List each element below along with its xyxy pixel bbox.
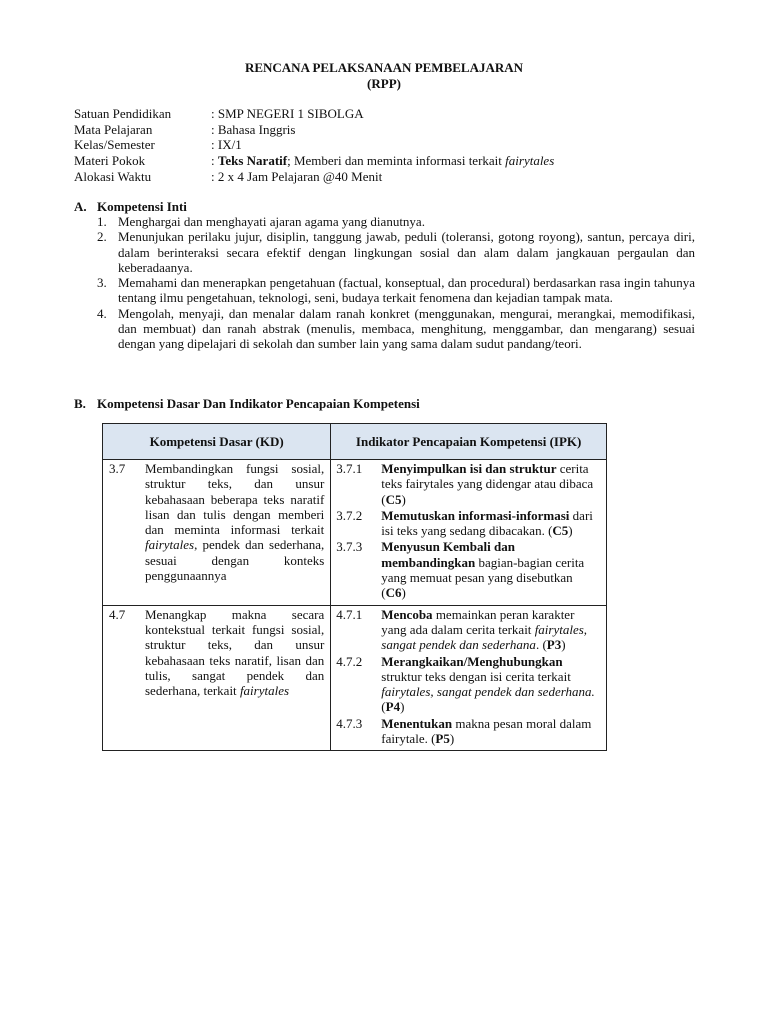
list-number: 1. [97,214,107,229]
info-row-material [74,153,554,169]
info-value: : SMP NEGERI 1 SIBOLGA [211,106,364,121]
table-row [103,605,607,751]
info-value: : Bahasa Inggris [211,121,296,137]
ipk-cell [331,605,607,751]
info-row-time [74,169,554,185]
header-kd: Kompetensi Dasar (KD) [103,424,331,460]
ipk-text: Memutuskan informasi-informasi dari isi teks yang sedang dibacakan. (C5) [381,507,593,539]
ipk-item [336,654,600,715]
document-title: RENCANA PELAKSANAAN PEMBELAJARAN [244,60,524,75]
list-text: Menunjukan perilaku jujur, disiplin, tanggung jawab, peduli (toleransi, gotong royong), santun, percaya diri, dalam berinteraksi secara efektif dengan lingkungan sosial dan alam dalam jangkauan pergaulan dan keberadaanya. [118,229,695,275]
info-row-class [74,137,554,153]
list-item [97,214,695,229]
kd-number: 3.7 [109,461,126,476]
kd-number: 4.7 [109,606,126,622]
ipk-number: 3.7.3 [336,539,363,555]
ipk-text: Menyusun Kembali dan membandingkan bagian-bagian cerita yang memuat pesan yang disebutkan (C6) [381,539,585,601]
list-item [97,275,695,306]
section-letter: A. [74,199,87,214]
info-value-bold: Teks Naratif [217,152,288,168]
ipk-text: Merangkaikan/Menghubungkan struktur teks dengan isi cerita terkait fairytales, sangat pendek dan sederhana. (P4) [381,653,595,715]
info-row-subject [74,122,554,138]
ipk-item [336,607,600,653]
ipk-item [336,461,600,507]
info-value-prefix: : [211,152,218,168]
section-letter: B. [74,396,86,411]
ipk-number: 3.7.1 [336,461,363,476]
ipk-number: 3.7.2 [336,507,363,523]
ipk-item [336,539,600,600]
list-number: 4. [97,305,107,321]
header-ipk: Indikator Pencapaian Kompetensi (IPK) [331,424,607,460]
kd-text: Menangkap makna secara kontekstual terkait fungsi sosial, struktur teks, dan unsur kebahasaan teks naratif, lisan dan tulis, sangat pendek dan sederhana, terkait fairytales [145,606,325,699]
info-value: : IX/1 [211,137,242,152]
section-title: Kompetensi Inti [97,199,187,214]
ipk-text: Mencoba memainkan peran karakter yang ada dalam cerita terkait fairytales, sangat pendek dan sederhana. (P3) [381,606,588,653]
list-number: 2. [97,229,107,245]
list-number: 3. [97,275,107,291]
info-label: Alokasi Waktu [74,169,152,184]
document-subtitle: (RPP) [367,76,401,91]
section-a-heading [74,199,187,214]
info-value: : 2 x 4 Jam Pelajaran @40 Menit [211,169,383,184]
list-text: Mengolah, menyaji, dan menalar dalam ranah konkret (menggunakan, mengurai, merangkai, memodifikasi, dan membuat) dan ranah abstrak (menulis, membaca, menghitung, menggambar, dan mengarang) sesuai dengan yang dipelajari di sekolah dan sumber lain yang sama dalam sudut pandang/teori. [118,305,695,352]
ipk-item [336,716,600,747]
ipk-cell [331,460,607,606]
section-title: Kompetensi Dasar Dan Indikator Pencapaian Kompetensi [97,396,420,411]
info-value-italic: fairytales [505,152,555,168]
section-b-heading [74,396,420,411]
info-label: Kelas/Semester [74,137,155,152]
ipk-text: Menyimpulkan isi dan struktur cerita teks fairytales yang didengar atau dibaca (C5) [381,461,594,507]
table-row [103,460,607,606]
list-item [97,306,695,352]
kd-cell [103,605,331,751]
ipk-number: 4.7.3 [336,715,363,731]
table-header-row [103,424,607,460]
ipk-item [336,508,600,539]
ipk-text: Menentukan makna pesan moral dalam fairytale. (P5) [381,715,592,747]
list-text: Menghargai dan menghayati ajaran agama yang dianutnya. [118,214,425,229]
list-item [97,229,695,275]
identity-block [74,106,554,185]
info-row-school [74,106,554,122]
info-label: Satuan Pendidikan [74,106,172,121]
info-label: Materi Pokok [74,152,146,168]
ipk-number: 4.7.2 [336,653,363,669]
list-text: Memahami dan menerapkan pengetahuan (factual, konseptual, dan procedural) berdasarkan rasa ingin tahunya tentang ilmu pengetahuan, teknologi, seni, budaya terkait fenomena dan kejadian tampak mata. [118,275,695,306]
kompetensi-inti-list [97,214,695,352]
competency-table [102,423,607,751]
info-value-mid: ; Memberi dan meminta informasi terkait [287,152,506,168]
info-label: Mata Pelajaran [74,121,153,137]
ipk-number: 4.7.1 [336,606,363,622]
kd-cell [103,460,331,606]
kd-text: Membandingkan fungsi sosial, struktur teks, dan unsur kebahasaan beberapa teks naratif lisan dan tulis dengan memberi dan meminta informasi terkait fairytales, pendek dan sederhana, sesuai dengan konteks penggunaannya [145,461,325,584]
